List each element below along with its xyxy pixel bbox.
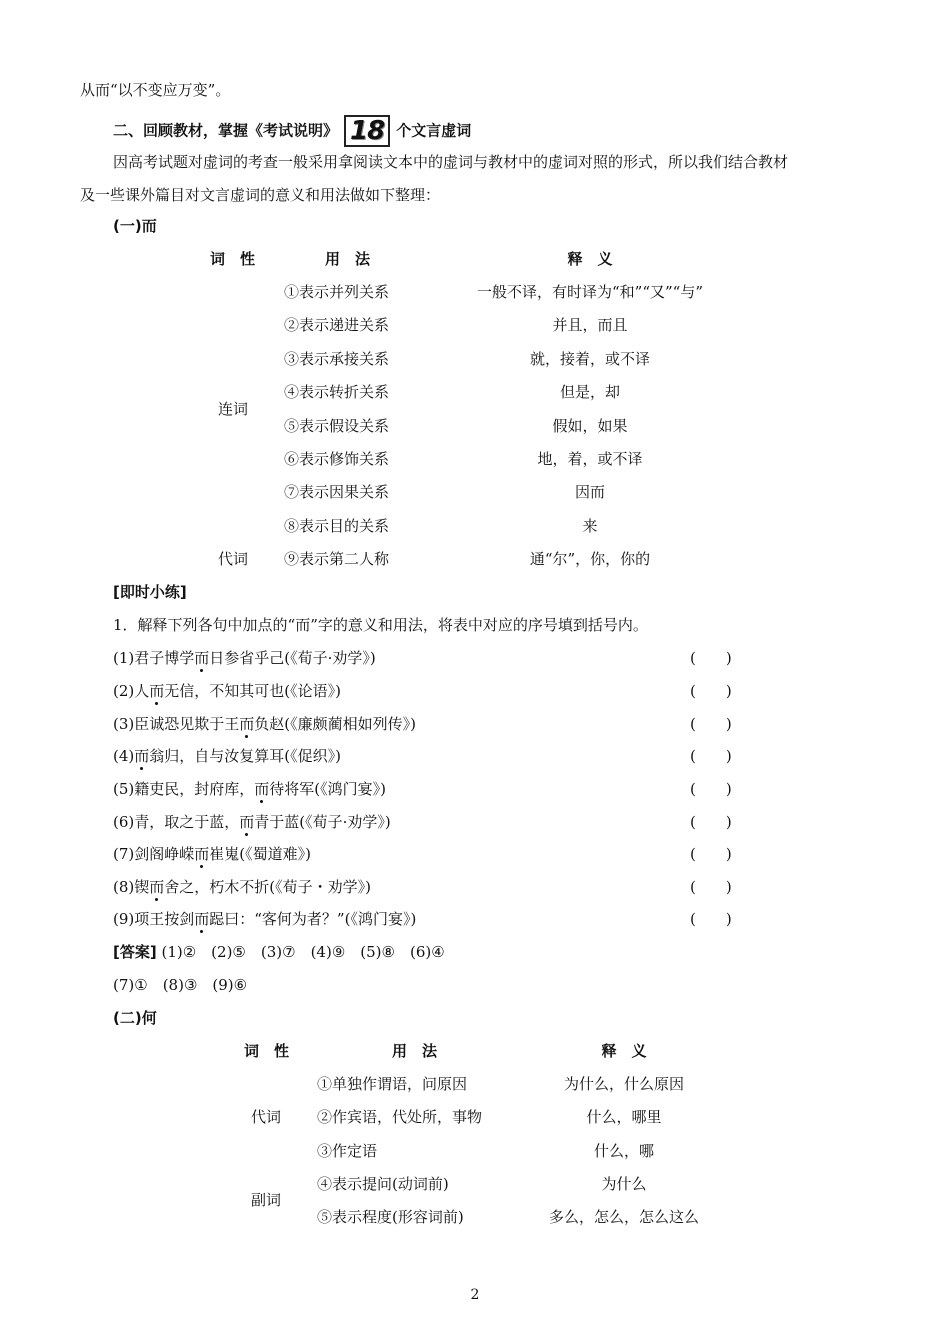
he-header-usage: 用 法 (392, 1042, 438, 1060)
emphasis-dot-char: 而 (239, 813, 255, 831)
er-pos-pronoun: 代词 (218, 550, 249, 568)
he-usage-1: ①单独作谓语，问原因 (317, 1075, 468, 1093)
emphasis-dot-char: 而 (194, 649, 210, 667)
practice-instruction: 1．解释下列各句中加点的“而”字的意义和用法，将表中对应的序号填到括号内。 (113, 616, 648, 634)
he-meaning-4: 为什么 (601, 1175, 647, 1193)
he-usage-4: ④表示提问(动词前) (317, 1175, 449, 1193)
er-meaning-7: 因而 (574, 483, 605, 501)
answer-paren: ( ) (690, 878, 732, 896)
list-item: (1)君子博学而日参省乎己(《荀子·劝学》) (113, 649, 376, 667)
er-heading: (一)而 (113, 217, 157, 235)
he-heading: (二)何 (113, 1009, 157, 1027)
er-meaning-8: 来 (582, 517, 598, 535)
emphasis-dot-char: 而 (254, 780, 270, 798)
answer-paren: ( ) (690, 682, 732, 700)
intro-line: 从而“以不变应万变”。 (80, 81, 231, 99)
emphasis-dot-char: 而 (239, 715, 255, 733)
he-meaning-2: 什么，哪里 (586, 1108, 662, 1126)
er-meaning-3: 就，接着，或不译 (529, 350, 650, 368)
emphasis-dot-char: 而 (194, 910, 210, 928)
he-meaning-5: 多么，怎么，怎么这么 (548, 1208, 699, 1226)
he-usage-2: ②作宾语，代处所，事物 (317, 1108, 483, 1126)
answer-paren: ( ) (690, 649, 732, 667)
he-pos-pronoun: 代词 (251, 1108, 282, 1126)
he-meaning-3: 什么，哪 (593, 1142, 654, 1160)
he-header-pos: 词 性 (244, 1042, 290, 1060)
paragraph-line-1: 因高考试题对虚词的考查一般采用拿阅读文本中的虚词与教材中的虚词对照的形式，所以我们结合教材 (113, 153, 789, 171)
he-usage-3: ③作定语 (317, 1142, 378, 1160)
list-item: (3)臣诚恐见欺于王而负赵(《廉颇蔺相如列传》) (113, 715, 416, 733)
section-2-title-post: 个文言虚词 (396, 121, 472, 140)
er-meaning-6: 地，着，或不译 (537, 450, 643, 468)
list-item: (4)而翁归，自与汝复算耳(《促织》) (113, 747, 341, 765)
answer-label: [答案] (113, 943, 157, 961)
answer-line-1: [答案] (1)② (2)⑤ (3)⑦ (4)⑨ (5)⑧ (6)④ (113, 943, 445, 961)
er-usage-1: ①表示并列关系 (284, 283, 390, 301)
er-meaning-9: 通“尔”，你，你的 (529, 550, 651, 568)
er-meaning-1: 一般不译，有时译为“和”“又”“与” (476, 283, 703, 301)
emphasis-dot-char: 而 (149, 878, 165, 896)
answer-paren: ( ) (690, 715, 732, 733)
number-18-badge: 18 (344, 115, 390, 147)
list-item: (8)锲而舍之，朽木不折(《荀子・劝学》) (113, 878, 371, 896)
er-header-usage: 用 法 (325, 250, 371, 268)
answer-paren: ( ) (690, 747, 732, 765)
er-meaning-5: 假如，如果 (552, 417, 628, 435)
section-2-title-pre: 二、回顾教材，掌握《考试说明》 (113, 121, 339, 140)
emphasis-dot-char: 而 (194, 845, 210, 863)
er-usage-7: ⑦表示因果关系 (284, 483, 390, 501)
er-meaning-2: 并且，而且 (552, 316, 628, 334)
page-number: 2 (470, 1287, 480, 1303)
answer-paren: ( ) (690, 813, 732, 831)
er-usage-6: ⑥表示修饰关系 (284, 450, 390, 468)
answer-paren: ( ) (690, 910, 732, 928)
er-meaning-4: 但是，却 (559, 383, 620, 401)
list-item: (9)项王按剑而跽曰：“客何为者？”(《鸿门宴》) (113, 910, 417, 928)
emphasis-dot-char: 而 (134, 747, 150, 765)
he-pos-adverb: 副词 (251, 1191, 282, 1209)
he-meaning-1: 为什么，什么原因 (563, 1075, 684, 1093)
emphasis-dot-char: 而 (149, 682, 165, 700)
answer-paren: ( ) (690, 845, 732, 863)
list-item: (5)籍吏民，封府库，而待将军(《鸿门宴》) (113, 780, 386, 798)
list-item: (6)青，取之于蓝，而青于蓝(《荀子·劝学》) (113, 813, 391, 831)
he-usage-5: ⑤表示程度(形容词前) (317, 1208, 464, 1226)
he-header-meaning: 释 义 (601, 1042, 647, 1060)
practice-heading: [即时小练] (113, 583, 187, 601)
er-pos-conjunction: 连词 (218, 400, 249, 418)
answer-paren: ( ) (690, 780, 732, 798)
er-usage-3: ③表示承接关系 (284, 350, 390, 368)
er-usage-9: ⑨表示第二人称 (284, 550, 390, 568)
er-header-meaning: 释 义 (567, 250, 613, 268)
er-header-pos: 词 性 (210, 250, 256, 268)
list-item: (7)剑阁峥嵘而崔嵬(《蜀道难》) (113, 845, 311, 863)
er-usage-2: ②表示递进关系 (284, 316, 390, 334)
er-usage-4: ④表示转折关系 (284, 383, 390, 401)
er-usage-5: ⑤表示假设关系 (284, 417, 390, 435)
section-2-heading (113, 115, 471, 147)
paragraph-line-2: 及一些课外篇目对文言虚词的意义和用法做如下整理： (80, 186, 441, 204)
er-usage-8: ⑧表示目的关系 (284, 517, 390, 535)
answer-line-2: (7)① (8)③ (9)⑥ (113, 976, 248, 994)
list-item: (2)人而无信，不知其可也(《论语》) (113, 682, 341, 700)
